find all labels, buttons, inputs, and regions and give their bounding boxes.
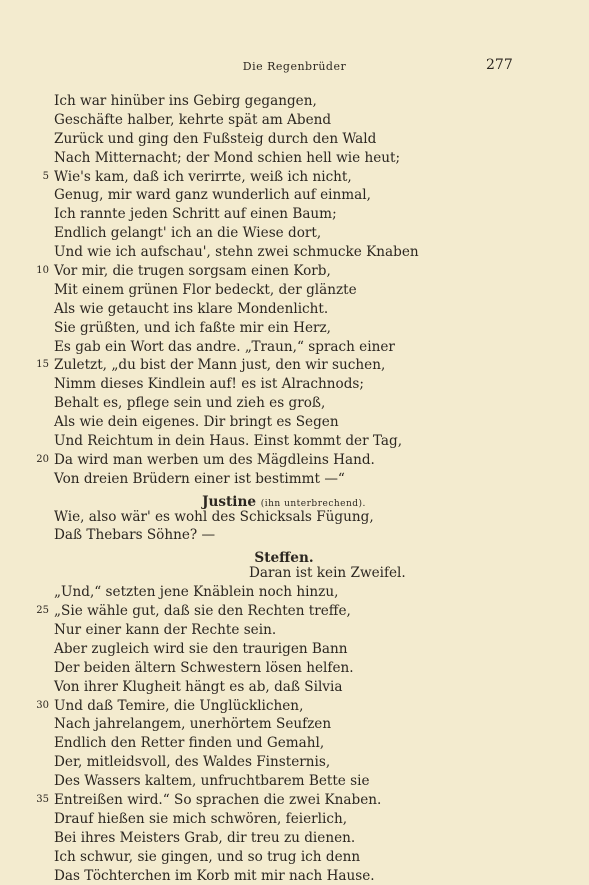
verse-line bbox=[54, 375, 514, 394]
verse-line bbox=[54, 319, 514, 338]
verse-line bbox=[54, 149, 514, 168]
verse-line bbox=[36, 262, 514, 281]
verse-line-text: Ich rannte jeden Schritt auf einen Baum; bbox=[54, 206, 337, 223]
verse-line bbox=[54, 867, 514, 885]
verse-line-text: Von dreien Brüdern einer ist bestimmt —“ bbox=[54, 470, 345, 487]
verse-line bbox=[54, 413, 514, 432]
line-number: 5 bbox=[42, 170, 49, 182]
verse-line bbox=[54, 432, 514, 451]
verse-line bbox=[54, 300, 514, 319]
verse-line-text: Endlich den Retter finden und Gemahl, bbox=[54, 735, 325, 752]
verse-line-text: Zuletzt, „du bist der Mann just, den wir suchen, bbox=[54, 357, 386, 374]
verse-line-text: Und Reichtum in dein Haus. Einst kommt der Tag, bbox=[54, 433, 403, 450]
verse-line bbox=[54, 508, 514, 527]
verse-line bbox=[54, 848, 514, 867]
verse-line bbox=[54, 621, 514, 640]
verse-line-text: Da wird man werben um des Mägdleins Hand. bbox=[54, 451, 375, 468]
verse-line bbox=[54, 715, 514, 734]
verse-line bbox=[36, 791, 514, 810]
speaker-heading bbox=[54, 545, 514, 567]
verse-line bbox=[54, 92, 514, 111]
line-number: 20 bbox=[36, 453, 49, 465]
verse-line-text: Wie, also wär' es wohl des Schicksals Fügung, bbox=[54, 508, 374, 525]
verse-line bbox=[36, 602, 514, 621]
verse-line-text: Bei ihres Meisters Grab, dir treu zu dienen. bbox=[54, 829, 356, 846]
verse-line bbox=[54, 659, 514, 678]
verse-line-text: Vor mir, die trugen sorgsam einen Korb, bbox=[54, 263, 331, 280]
verse-line bbox=[54, 281, 514, 300]
verse-line bbox=[54, 583, 514, 602]
verse-line bbox=[54, 753, 514, 772]
verse-line-text: Ich war hinüber ins Gebirg gegangen, bbox=[54, 93, 317, 109]
verse-line bbox=[54, 394, 514, 413]
verse-line-text: Nimm dieses Kindlein auf! es ist Alrachnods; bbox=[54, 376, 364, 393]
verse-line bbox=[54, 205, 514, 224]
verse-line-text: Geschäfte halber, kehrte spät am Abend bbox=[54, 111, 332, 128]
verse-line-text: Als wie getaucht ins klare Mondenlicht. bbox=[54, 300, 329, 317]
verse-line-text: Behalt es, pflege sein und zieh es groß, bbox=[54, 395, 326, 412]
verse-line-text: „Sie wähle gut, daß sie den Rechten treffe, bbox=[54, 603, 351, 620]
verse-line bbox=[36, 697, 514, 716]
verse-line-text: Nach jahrelangem, unerhörtem Seufzen bbox=[54, 716, 332, 733]
verse-line bbox=[54, 734, 514, 753]
verse-line-text: Es gab ein Wort das andre. „Traun,“ sprach einer bbox=[54, 338, 395, 355]
verse-line-text: Zurück und ging den Fußsteig durch den Wald bbox=[54, 130, 377, 147]
verse-line-text: Drauf hießen sie mich schwören, feierlich, bbox=[54, 810, 348, 827]
verse-line-text: Der beiden ältern Schwestern lösen helfen. bbox=[54, 659, 354, 676]
page-number: 277 bbox=[486, 57, 513, 73]
verse-line bbox=[54, 678, 514, 697]
verse-line-text: Nur einer kann der Rechte sein. bbox=[54, 621, 277, 638]
verse-line-text: Sie grüßten, und ich faßte mir ein Herz, bbox=[54, 319, 331, 336]
verse-line-text: Das Töchterchen im Korb mit mir nach Hause. bbox=[54, 867, 375, 884]
verse-line-text: Des Wassers kaltem, unfruchtbarem Bette sie bbox=[54, 773, 370, 790]
verse-line-text: Aber zugleich wird sie den traurigen Bann bbox=[54, 640, 348, 657]
verse-text bbox=[36, 92, 514, 885]
verse-line bbox=[54, 224, 514, 243]
verse-line bbox=[54, 772, 514, 791]
verse-line bbox=[42, 168, 514, 187]
verse-line bbox=[54, 810, 514, 829]
verse-line-text: Und wie ich aufschau', stehn zwei schmucke Knaben bbox=[54, 244, 419, 261]
line-number: 35 bbox=[36, 793, 49, 805]
verse-line-text: Daß Thebars Söhne? — bbox=[54, 527, 216, 544]
speaker-name: Justine bbox=[202, 493, 257, 510]
verse-line-text: Endlich gelangt' ich an die Wiese dort, bbox=[54, 225, 322, 242]
verse-line-text: Mit einem grünen Flor bedeckt, der glänzte bbox=[54, 281, 357, 298]
verse-line bbox=[54, 111, 514, 130]
verse-line-text: Wie's kam, daß ich verirrte, weiß ich nicht, bbox=[54, 168, 352, 185]
verse-line bbox=[54, 829, 514, 848]
verse-line bbox=[54, 470, 514, 489]
line-number: 25 bbox=[36, 605, 49, 617]
verse-line-text: Entreißen wird.“ So sprachen die zwei Knaben. bbox=[54, 791, 382, 808]
verse-line-text: Nach Mitternacht; der Mond schien hell wie heut; bbox=[54, 149, 401, 166]
line-number: 15 bbox=[36, 359, 49, 371]
verse-line bbox=[54, 243, 514, 262]
verse-line bbox=[54, 338, 514, 357]
verse-line bbox=[54, 130, 514, 149]
verse-line bbox=[54, 564, 514, 583]
verse-line-text: Als wie dein eigenes. Dir bringt es Segen bbox=[54, 414, 339, 431]
verse-line-text: Genug, mir ward ganz wunderlich auf einmal, bbox=[54, 187, 371, 204]
line-number: 30 bbox=[36, 699, 49, 711]
verse-line bbox=[54, 186, 514, 205]
verse-line-text: „Und,“ setzten jene Knäblein noch hinzu, bbox=[54, 584, 339, 601]
line-number: 10 bbox=[36, 265, 49, 277]
verse-line-text: Von ihrer Klugheit hängt es ab, daß Silvia bbox=[54, 678, 343, 695]
verse-line-text: Ich schwur, sie gingen, und so trug ich denn bbox=[54, 848, 361, 865]
verse-line bbox=[54, 640, 514, 659]
verse-line-text: Und daß Temire, die Unglücklichen, bbox=[54, 697, 304, 714]
verse-line-text: Der, mitleidsvoll, des Waldes Finsternis, bbox=[54, 754, 331, 771]
speaker-heading bbox=[54, 489, 514, 508]
stage-direction: (ihn unterbrechend). bbox=[260, 498, 366, 509]
verse-line-text: Daran ist kein Zweifel. bbox=[249, 565, 406, 582]
verse-line bbox=[36, 356, 514, 375]
verse-line bbox=[54, 526, 514, 545]
speaker-name: Steffen. bbox=[254, 550, 314, 567]
running-title: Die Regenbrüder bbox=[242, 60, 347, 73]
verse-line bbox=[36, 451, 514, 470]
